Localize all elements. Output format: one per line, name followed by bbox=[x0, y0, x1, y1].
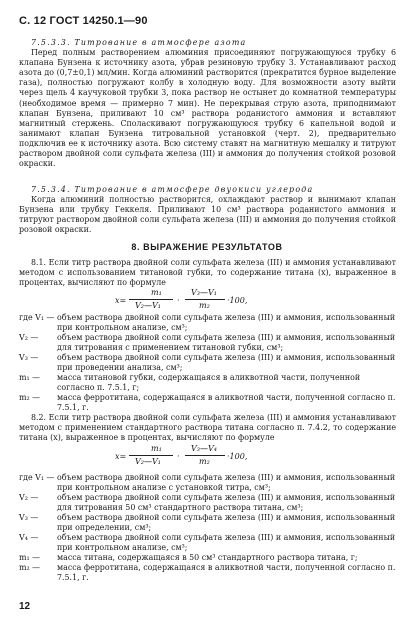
section-7533-title: 7.5.3.3. Титрование в атмосфере азота bbox=[31, 38, 247, 47]
formula-2 bbox=[115, 444, 315, 468]
section-7533-body: Перед полным растворением алюминия присоединяют погружающуюся трубку 6 клапана Бунзена к источнику азота, убрав резиновую трубку 3. Устанавливают расход азота до (0,7±0,1) мл/мин. Когда алюминий растворится (прекратится бурное выделение газа), полностью погружают колбу в холодную воду. Для возможности азоту выйти через щель 4 каучуковой трубки 3, пока раствор не остынет до комнатной температуры (необходимое время — примерно 7 мин). Не перекрывая струю азота, приподнимают клапан Бунзена, приливают 10 см³ раствора роданистого аммония и вставляют магнитный стержень. Споласкивают погружающуюся трубку 6 капельной водой и занимают клапан Бунзена титровальной установкой (черт. 2), предварительно подключив ее к источнику азота. Всю систему ставят на магнитную мешалку и титруют раствором двойной соли сульфата железа (III) и аммония до получения стойкой розовой окраски. bbox=[19, 48, 396, 169]
formula-2-tail: ·100, bbox=[227, 452, 248, 461]
definition-item: где V₁ — объем раствора двойной соли сульфата железа (III) и аммония, использованный при контрольном анализе, см³; bbox=[19, 313, 396, 332]
definition-item: m₂ — масса ферротитана, содержащаяся в аликвотной части, полученной согласно п. 7.5.1, г. bbox=[19, 563, 396, 582]
definition-item: V₃ — объем раствора двойной соли сульфата железа (III) и аммония, использованный при проведении анализа, см³; bbox=[19, 353, 396, 372]
formula-2-dot: · bbox=[177, 452, 180, 461]
formula-2-den1: V₂—V₁ bbox=[135, 457, 161, 466]
definition-item: V₃ — объем раствора двойной соли сульфата железа (III) и аммония, использованный при определении, см³; bbox=[19, 513, 396, 532]
definition-item: V₂ — объем раствора двойной соли сульфата железа (III) и аммония, использованный для титрования с применением титановой губки, см³; bbox=[19, 333, 396, 352]
definitions-1 bbox=[19, 313, 399, 413]
definition-item: V₂ — объем раствора двойной соли сульфата железа (III) и аммония, использованный для титрования 50 см³ стандартного раствора титана, см³; bbox=[19, 493, 396, 512]
definition-item: m₁ — масса титана, содержащаяся в 50 см³ стандартного раствора титана, г; bbox=[19, 553, 358, 562]
formula-1-dot: · bbox=[177, 296, 180, 305]
formula-1-den2: m₂ bbox=[199, 301, 210, 310]
formula-1-bar2 bbox=[185, 299, 225, 300]
formula-2-bar1 bbox=[129, 455, 173, 456]
definition-item: m₂ — масса ферротитана, содержащаяся в аликвотной части, полученной согласно п. 7.5.1, г. bbox=[19, 393, 396, 412]
formula-1-num1: m₁ bbox=[151, 288, 162, 297]
definition-item: m₁ — масса титановой губки, содержащаяся в аликвотной части, полученной согласно п. 7.5.1, г; bbox=[19, 373, 361, 392]
formula-1-bar1 bbox=[129, 299, 173, 300]
formula-2-bar2 bbox=[185, 455, 225, 456]
formula-1-den1: V₂—V₁ bbox=[135, 301, 161, 310]
section-7534-title: 7.5.3.4. Титрование в атмосфере двуокиси углерода bbox=[31, 185, 314, 194]
section-7534 bbox=[19, 185, 396, 235]
definitions-2 bbox=[19, 473, 399, 583]
section-8-heading: 8. ВЫРАЖЕНИЕ РЕЗУЛЬТАТОВ bbox=[131, 242, 283, 252]
definition-item: где V₁ — объем раствора двойной соли сульфата железа (III) и аммония, использованный при контрольном анализе с установкой титра, см³; bbox=[19, 473, 396, 492]
page-header: С. 12 ГОСТ 14250.1—90 bbox=[19, 15, 148, 27]
section-7533 bbox=[19, 38, 396, 169]
formula-1-lhs: x= bbox=[115, 296, 127, 305]
formula-2-lhs: x= bbox=[115, 452, 127, 461]
formula-2-den2: m₂ bbox=[199, 457, 210, 466]
formula-1-num2: V₃—V₁ bbox=[191, 288, 217, 297]
formula-2-num2: V₃—V₄ bbox=[191, 444, 217, 453]
page-number: 12 bbox=[19, 601, 31, 612]
section-7534-body: Когда алюминий полностью растворится, охлаждают раствор и вынимают клапан Бунзена или трубку Геккеля. Приливают 10 см³ раствора роданистого аммония и титруют раствором двойной соли сульфата железа (III) и аммония до получения стойкой розовой окраски. bbox=[19, 195, 396, 235]
definition-item: V₄ — объем раствора двойной соли сульфата железа (III) и аммония, использованный при контрольном анализе, см³; bbox=[19, 533, 396, 552]
formula-1-tail: ·100, bbox=[227, 296, 248, 305]
paragraph-8-1: 8.1. Если титр раствора двойной соли сульфата железа (III) и аммония устанавливают методом с использованием титановой губки, то содержание титана (x), выраженное в процентах, вычисляют по формуле bbox=[19, 258, 396, 288]
paragraph-8-2: 8.2. Если титр раствора двойной соли сульфата железа (III) и аммония устанавливают методом с применением стандартного раствора титана согласно п. 7.4.2, то содержание титана (x), выраженное в процентах, вычисляют по формуле bbox=[19, 413, 396, 443]
formula-2-num1: m₁ bbox=[151, 444, 162, 453]
formula-1 bbox=[115, 288, 315, 312]
